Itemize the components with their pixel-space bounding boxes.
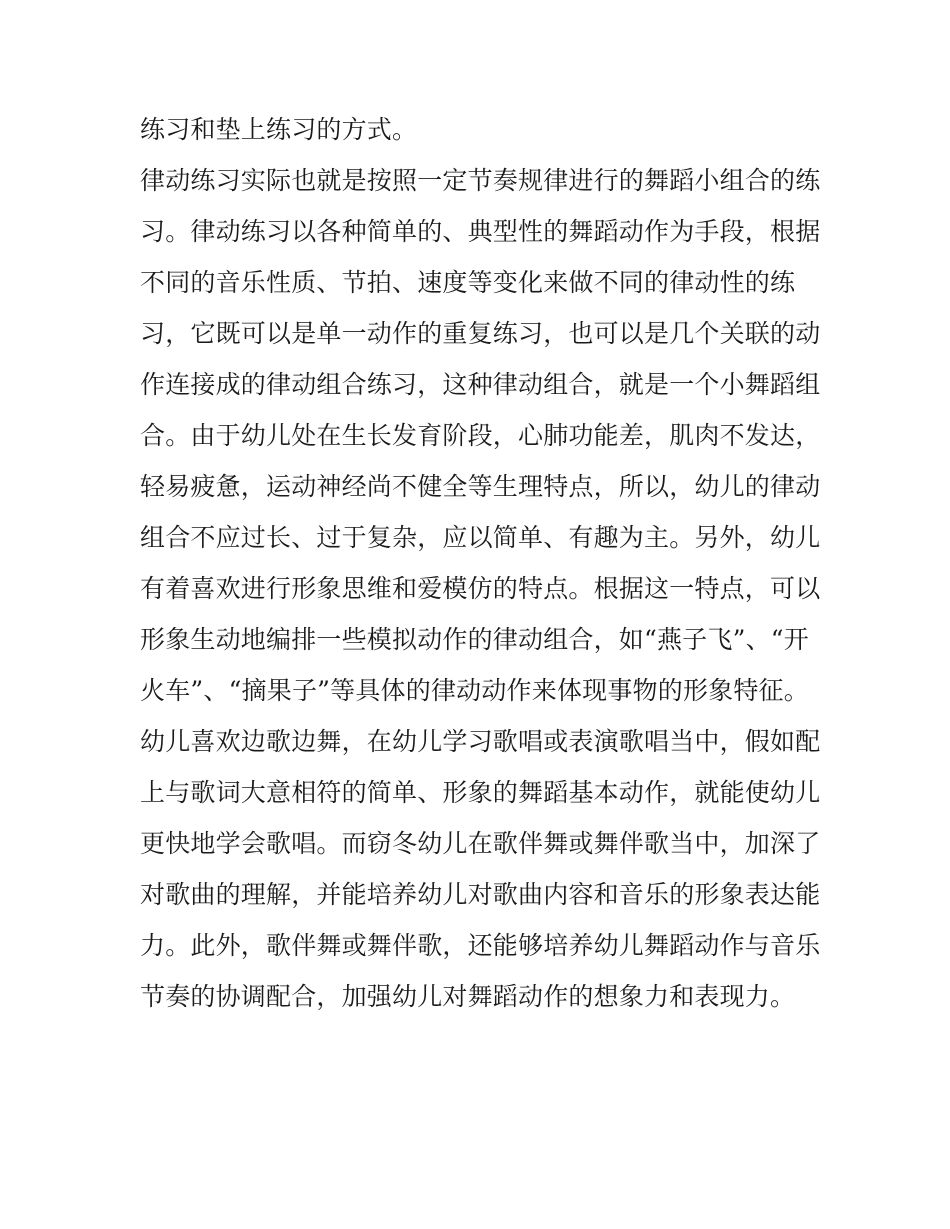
text-line: 上与歌词大意相符的简单、形象的舞蹈基本动作，就能使幼儿: [140, 778, 821, 807]
text-line: 节奏的协调配合，加强幼儿对舞蹈动作的想象力和表现力。: [140, 982, 796, 1011]
text-line: 习。律动练习以各种简单的、典型性的舞蹈动作为手段，根据: [140, 217, 821, 246]
text-line: 组合不应过长、过于复杂，应以简单、有趣为主。另外，幼儿: [140, 523, 821, 552]
text-line: 更快地学会歌唱。而窃冬幼儿在歌伴舞或舞伴歌当中，加深了: [140, 829, 821, 858]
text-line: 不同的音乐性质、节拍、速度等变化来做不同的律动性的练: [140, 268, 796, 297]
text-line: 练习和垫上练习的方式。: [140, 115, 418, 144]
text-line: 幼儿喜欢边歌边舞，在幼儿学习歌唱或表演歌唱当中，假如配: [140, 727, 821, 756]
text-line: 律动练习实际也就是按照一定节奏规律进行的舞蹈小组合的练: [140, 166, 821, 195]
text-line: 合。由于幼儿处在生长发育阶段，心肺功能差，肌肉不发达，: [140, 421, 821, 450]
body-text: [140, 104, 820, 1022]
text-line: 形象生动地编排一些模拟动作的律动组合，如“燕子飞”、“开: [140, 625, 809, 654]
text-line: 力。此外，歌伴舞或舞伴歌，还能够培养幼儿舞蹈动作与音乐: [140, 931, 821, 960]
text-line: 对歌曲的理解，并能培养幼儿对歌曲内容和音乐的形象表达能: [140, 880, 821, 909]
text-line: 作连接成的律动组合练习，这种律动组合，就是一个小舞蹈组: [140, 370, 821, 399]
text-line: 火车”、“摘果子”等具体的律动动作来体现事物的形象特征。: [140, 676, 809, 705]
text-line: 有着喜欢进行形象思维和爱模仿的特点。根据这一特点，可以: [140, 574, 821, 603]
text-line: 轻易疲惫，运动神经尚不健全等生理特点，所以，幼儿的律动: [140, 472, 821, 501]
text-line: 习，它既可以是单一动作的重复练习，也可以是几个关联的动: [140, 319, 821, 348]
